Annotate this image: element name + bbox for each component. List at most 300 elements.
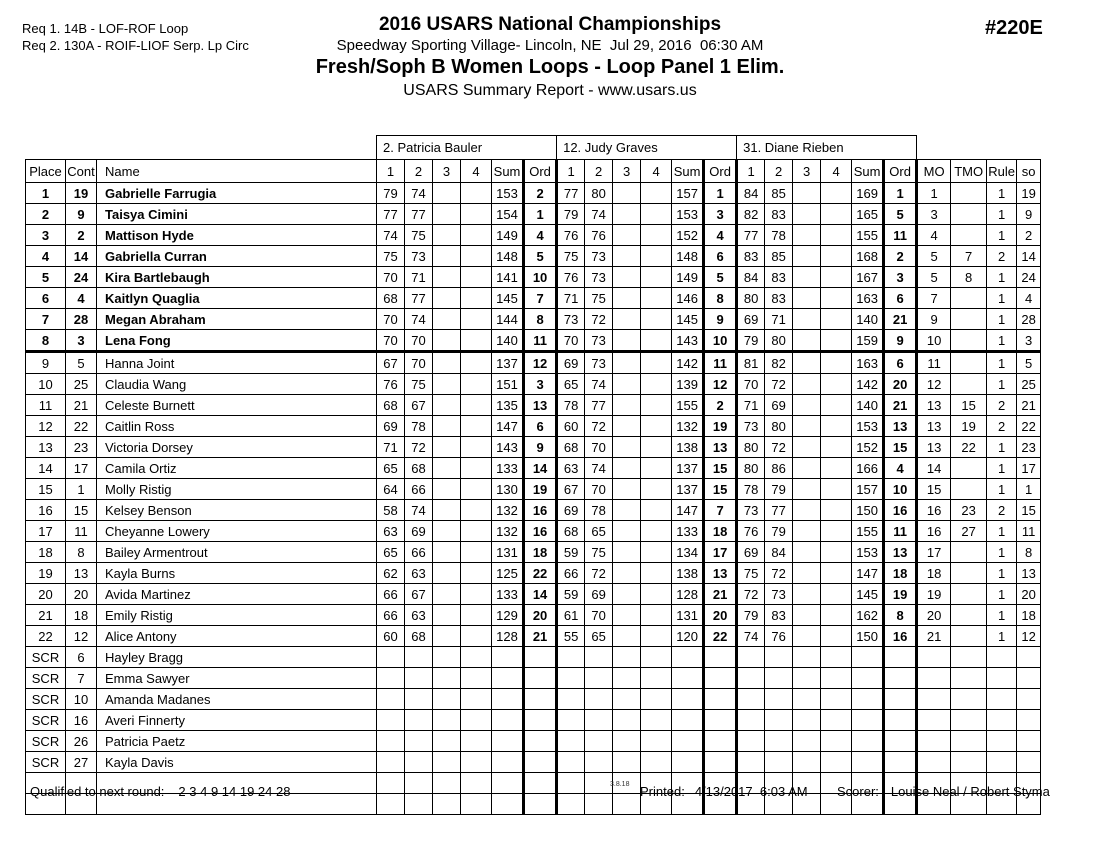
score-cell bbox=[821, 225, 852, 246]
rule-cell: 1 bbox=[987, 225, 1017, 246]
sum-cell bbox=[852, 647, 884, 668]
ord-cell bbox=[704, 668, 737, 689]
tmo-cell bbox=[951, 309, 987, 330]
score-cell bbox=[585, 731, 613, 752]
rule-cell: 1 bbox=[987, 204, 1017, 225]
score-cell: 60 bbox=[557, 416, 585, 437]
cont-cell: 4 bbox=[66, 288, 97, 309]
so-cell: 9 bbox=[1017, 204, 1041, 225]
tmo-cell bbox=[951, 288, 987, 309]
place-cell: 11 bbox=[26, 395, 66, 416]
sum-cell: 153 bbox=[852, 542, 884, 563]
title-block bbox=[0, 14, 1100, 100]
score-cell bbox=[557, 689, 585, 710]
cont-cell: 7 bbox=[66, 668, 97, 689]
mo-cell: 13 bbox=[917, 395, 951, 416]
rule-cell: 1 bbox=[987, 458, 1017, 479]
score-cell: 86 bbox=[765, 458, 793, 479]
mo-cell: 11 bbox=[917, 352, 951, 374]
sum-cell: 151 bbox=[492, 374, 524, 395]
score-cell bbox=[433, 605, 461, 626]
score-cell bbox=[793, 267, 821, 288]
rule-cell: 2 bbox=[987, 416, 1017, 437]
ord-cell: 22 bbox=[704, 626, 737, 647]
tmo-cell: 23 bbox=[951, 500, 987, 521]
score-cell: 73 bbox=[585, 267, 613, 288]
name-cell: Taisya Cimini bbox=[97, 204, 377, 225]
table-row bbox=[26, 542, 1041, 563]
table-row bbox=[26, 647, 1041, 668]
score-cell bbox=[433, 479, 461, 500]
ord-cell: 11 bbox=[524, 330, 557, 352]
score-cell bbox=[765, 710, 793, 731]
score-cell bbox=[641, 584, 672, 605]
tmo-cell: 19 bbox=[951, 416, 987, 437]
score-cell: 83 bbox=[737, 246, 765, 267]
score-cell bbox=[433, 689, 461, 710]
name-cell: Kelsey Benson bbox=[97, 500, 377, 521]
score-cell: 70 bbox=[377, 309, 405, 330]
sum-cell: 135 bbox=[492, 395, 524, 416]
score-cell: 73 bbox=[737, 416, 765, 437]
score-cell bbox=[613, 521, 641, 542]
score-cell: 74 bbox=[737, 626, 765, 647]
sum-cell: 155 bbox=[852, 521, 884, 542]
so-cell: 14 bbox=[1017, 246, 1041, 267]
rule-cell: 1 bbox=[987, 584, 1017, 605]
mo-cell: 17 bbox=[917, 542, 951, 563]
mo-cell: 19 bbox=[917, 584, 951, 605]
trial-4-header: 4 bbox=[641, 160, 672, 183]
score-cell bbox=[557, 710, 585, 731]
score-cell: 72 bbox=[585, 563, 613, 584]
place-header: Place bbox=[26, 160, 66, 183]
score-cell: 74 bbox=[377, 225, 405, 246]
score-cell bbox=[433, 374, 461, 395]
score-cell bbox=[765, 668, 793, 689]
score-cell bbox=[433, 330, 461, 352]
ord-cell: 10 bbox=[704, 330, 737, 352]
sum-cell: 140 bbox=[852, 309, 884, 330]
ord-cell bbox=[704, 647, 737, 668]
name-cell: Emma Sawyer bbox=[97, 668, 377, 689]
ord-cell: 20 bbox=[524, 605, 557, 626]
score-cell bbox=[585, 773, 613, 794]
ord-cell: 21 bbox=[884, 309, 917, 330]
name-cell: Averi Finnerty bbox=[97, 710, 377, 731]
score-cell bbox=[793, 288, 821, 309]
ord-cell: 2 bbox=[704, 395, 737, 416]
score-cell: 67 bbox=[377, 352, 405, 374]
so-cell: 24 bbox=[1017, 267, 1041, 288]
score-cell bbox=[641, 752, 672, 773]
score-cell bbox=[585, 647, 613, 668]
score-cell: 74 bbox=[585, 374, 613, 395]
name-cell: Claudia Wang bbox=[97, 374, 377, 395]
rule-cell bbox=[987, 689, 1017, 710]
score-cell bbox=[765, 752, 793, 773]
score-cell: 65 bbox=[585, 626, 613, 647]
score-cell: 70 bbox=[585, 437, 613, 458]
tmo-cell: 22 bbox=[951, 437, 987, 458]
name-cell: Victoria Dorsey bbox=[97, 437, 377, 458]
score-cell: 72 bbox=[405, 437, 433, 458]
mo-cell: 13 bbox=[917, 437, 951, 458]
ord-cell bbox=[704, 710, 737, 731]
score-cell bbox=[377, 647, 405, 668]
ord-cell: 11 bbox=[884, 225, 917, 246]
score-cell bbox=[461, 183, 492, 204]
rule-cell bbox=[987, 647, 1017, 668]
rule-cell: 1 bbox=[987, 542, 1017, 563]
place-cell: SCR bbox=[26, 668, 66, 689]
sum-cell: 157 bbox=[672, 183, 704, 204]
score-cell bbox=[793, 374, 821, 395]
mo-cell: 1 bbox=[917, 183, 951, 204]
score-cell: 77 bbox=[557, 183, 585, 204]
score-cell bbox=[461, 395, 492, 416]
score-cell: 63 bbox=[377, 521, 405, 542]
sum-cell bbox=[672, 752, 704, 773]
sum-cell: 166 bbox=[852, 458, 884, 479]
score-cell bbox=[557, 773, 585, 794]
score-cell bbox=[737, 731, 765, 752]
score-cell bbox=[613, 563, 641, 584]
score-cell: 72 bbox=[765, 563, 793, 584]
sum-cell: 145 bbox=[672, 309, 704, 330]
score-cell bbox=[461, 458, 492, 479]
ord-cell: 13 bbox=[884, 416, 917, 437]
score-cell: 70 bbox=[377, 330, 405, 352]
score-cell: 65 bbox=[377, 458, 405, 479]
rule-cell: 2 bbox=[987, 246, 1017, 267]
rule-header: Rule bbox=[987, 160, 1017, 183]
cont-cell: 20 bbox=[66, 584, 97, 605]
score-cell: 70 bbox=[377, 267, 405, 288]
score-cell bbox=[585, 710, 613, 731]
name-cell: Mattison Hyde bbox=[97, 225, 377, 246]
table-row bbox=[26, 689, 1041, 710]
ord-cell bbox=[524, 647, 557, 668]
score-cell: 68 bbox=[405, 458, 433, 479]
score-cell bbox=[765, 731, 793, 752]
name-cell: Megan Abraham bbox=[97, 309, 377, 330]
score-cell bbox=[461, 246, 492, 267]
place-cell: SCR bbox=[26, 731, 66, 752]
score-cell bbox=[585, 794, 613, 815]
score-cell bbox=[613, 416, 641, 437]
score-cell bbox=[793, 668, 821, 689]
so-cell: 12 bbox=[1017, 626, 1041, 647]
score-cell bbox=[613, 542, 641, 563]
ord-cell bbox=[884, 731, 917, 752]
score-cell bbox=[793, 710, 821, 731]
tmo-cell bbox=[951, 605, 987, 626]
name-cell: Camila Ortiz bbox=[97, 458, 377, 479]
sum-cell: 157 bbox=[852, 479, 884, 500]
score-cell bbox=[821, 267, 852, 288]
sum-cell: 147 bbox=[672, 500, 704, 521]
name-cell: Celeste Burnett bbox=[97, 395, 377, 416]
table-row bbox=[26, 626, 1041, 647]
requirement-line-2: Req 2. 130A - ROIF-LIOF Serp. Lp Circ bbox=[22, 38, 249, 53]
cont-cell: 10 bbox=[66, 689, 97, 710]
sum-cell: 152 bbox=[852, 437, 884, 458]
ord-cell: 7 bbox=[524, 288, 557, 309]
score-cell: 73 bbox=[405, 246, 433, 267]
ord-cell bbox=[884, 710, 917, 731]
score-cell: 65 bbox=[377, 542, 405, 563]
sum-cell: 147 bbox=[492, 416, 524, 437]
score-cell bbox=[377, 689, 405, 710]
score-cell: 72 bbox=[765, 374, 793, 395]
ord-cell: 6 bbox=[524, 416, 557, 437]
place-cell: 14 bbox=[26, 458, 66, 479]
sum-cell: 149 bbox=[672, 267, 704, 288]
sum-cell: 148 bbox=[492, 246, 524, 267]
score-cell: 74 bbox=[405, 183, 433, 204]
place-cell: SCR bbox=[26, 689, 66, 710]
ord-header: Ord bbox=[524, 160, 557, 183]
tmo-header: TMO bbox=[951, 160, 987, 183]
score-cell bbox=[613, 605, 641, 626]
tmo-cell: 27 bbox=[951, 521, 987, 542]
cont-cell: 16 bbox=[66, 710, 97, 731]
score-cell: 80 bbox=[737, 458, 765, 479]
score-cell bbox=[613, 183, 641, 204]
mo-cell: 21 bbox=[917, 626, 951, 647]
sum-cell bbox=[492, 731, 524, 752]
score-cell bbox=[821, 647, 852, 668]
score-cell bbox=[433, 521, 461, 542]
sum-cell: 162 bbox=[852, 605, 884, 626]
score-cell bbox=[461, 605, 492, 626]
table-row bbox=[26, 500, 1041, 521]
sum-cell bbox=[492, 668, 524, 689]
sum-cell: 147 bbox=[852, 563, 884, 584]
cont-cell: 6 bbox=[66, 647, 97, 668]
score-cell: 77 bbox=[405, 288, 433, 309]
sum-cell bbox=[492, 794, 524, 815]
score-cell: 82 bbox=[765, 352, 793, 374]
rule-cell: 1 bbox=[987, 437, 1017, 458]
sum-header: Sum bbox=[852, 160, 884, 183]
so-cell bbox=[1017, 647, 1041, 668]
ord-cell: 10 bbox=[524, 267, 557, 288]
ord-cell bbox=[524, 689, 557, 710]
score-cell bbox=[461, 647, 492, 668]
sum-cell: 165 bbox=[852, 204, 884, 225]
score-cell: 72 bbox=[585, 416, 613, 437]
score-cell bbox=[405, 731, 433, 752]
rule-cell: 1 bbox=[987, 330, 1017, 352]
sum-cell: 120 bbox=[672, 626, 704, 647]
table-row bbox=[26, 288, 1041, 309]
score-cell bbox=[821, 330, 852, 352]
score-cell bbox=[613, 479, 641, 500]
ord-cell bbox=[884, 647, 917, 668]
trial-1-header: 1 bbox=[557, 160, 585, 183]
so-cell: 23 bbox=[1017, 437, 1041, 458]
so-cell: 1 bbox=[1017, 479, 1041, 500]
score-cell: 77 bbox=[737, 225, 765, 246]
score-cell: 58 bbox=[377, 500, 405, 521]
score-cell: 69 bbox=[557, 500, 585, 521]
table-row bbox=[26, 605, 1041, 626]
score-cell: 60 bbox=[377, 626, 405, 647]
score-cell: 75 bbox=[405, 374, 433, 395]
score-cell: 83 bbox=[765, 267, 793, 288]
cont-cell: 12 bbox=[66, 626, 97, 647]
score-cell bbox=[613, 204, 641, 225]
sum-cell: 137 bbox=[672, 458, 704, 479]
place-cell: 8 bbox=[26, 330, 66, 352]
score-cell: 55 bbox=[557, 626, 585, 647]
score-cell bbox=[557, 731, 585, 752]
score-cell: 75 bbox=[557, 246, 585, 267]
score-cell: 76 bbox=[377, 374, 405, 395]
name-cell: Kayla Burns bbox=[97, 563, 377, 584]
cont-cell: 1 bbox=[66, 479, 97, 500]
ord-cell: 19 bbox=[884, 584, 917, 605]
ord-cell bbox=[704, 752, 737, 773]
rule-cell bbox=[987, 731, 1017, 752]
score-cell bbox=[433, 437, 461, 458]
judge-name-header-1: 2. Patricia Bauler bbox=[377, 136, 557, 160]
ord-cell: 14 bbox=[524, 584, 557, 605]
score-cell bbox=[641, 437, 672, 458]
score-cell: 81 bbox=[737, 352, 765, 374]
sum-cell bbox=[672, 710, 704, 731]
so-cell: 4 bbox=[1017, 288, 1041, 309]
score-cell bbox=[433, 352, 461, 374]
score-cell: 76 bbox=[765, 626, 793, 647]
rule-cell bbox=[987, 668, 1017, 689]
score-cell bbox=[433, 542, 461, 563]
venue-date-line: Speedway Sporting Village- Lincoln, NE Jul 29, 2016 06:30 AM bbox=[336, 37, 764, 54]
ord-cell: 8 bbox=[524, 309, 557, 330]
score-cell: 79 bbox=[765, 479, 793, 500]
score-cell: 66 bbox=[377, 605, 405, 626]
score-cell: 69 bbox=[377, 416, 405, 437]
results-table-body bbox=[26, 183, 1041, 815]
qualified-label: Qualified to next round: bbox=[30, 784, 165, 799]
sum-cell: 131 bbox=[672, 605, 704, 626]
score-cell bbox=[405, 668, 433, 689]
score-cell: 68 bbox=[405, 626, 433, 647]
score-cell bbox=[641, 521, 672, 542]
place-cell: 18 bbox=[26, 542, 66, 563]
place-cell: 10 bbox=[26, 374, 66, 395]
score-cell bbox=[461, 352, 492, 374]
ord-cell bbox=[704, 689, 737, 710]
score-cell bbox=[613, 794, 641, 815]
ord-cell: 17 bbox=[704, 542, 737, 563]
score-cell bbox=[641, 416, 672, 437]
trial-2-header: 2 bbox=[585, 160, 613, 183]
score-cell bbox=[613, 626, 641, 647]
ord-cell: 22 bbox=[524, 563, 557, 584]
judge-header-row bbox=[26, 136, 1041, 160]
cont-cell: 14 bbox=[66, 246, 97, 267]
cont-cell: 26 bbox=[66, 731, 97, 752]
score-cell bbox=[793, 731, 821, 752]
so-cell: 17 bbox=[1017, 458, 1041, 479]
rule-cell: 2 bbox=[987, 395, 1017, 416]
mo-cell bbox=[917, 710, 951, 731]
sum-cell bbox=[852, 668, 884, 689]
score-cell: 69 bbox=[585, 584, 613, 605]
score-cell: 68 bbox=[557, 521, 585, 542]
score-cell: 76 bbox=[557, 267, 585, 288]
score-cell bbox=[793, 225, 821, 246]
score-cell bbox=[461, 773, 492, 794]
sum-cell: 163 bbox=[852, 288, 884, 309]
score-cell bbox=[793, 416, 821, 437]
mo-cell: 5 bbox=[917, 267, 951, 288]
ord-cell: 15 bbox=[884, 437, 917, 458]
score-cell: 69 bbox=[405, 521, 433, 542]
table-row bbox=[26, 731, 1041, 752]
tmo-cell bbox=[951, 647, 987, 668]
name-cell: Gabriella Curran bbox=[97, 246, 377, 267]
score-cell bbox=[641, 309, 672, 330]
sum-cell bbox=[852, 710, 884, 731]
score-cell: 80 bbox=[765, 330, 793, 352]
so-cell: 28 bbox=[1017, 309, 1041, 330]
score-cell: 66 bbox=[405, 479, 433, 500]
score-cell bbox=[433, 183, 461, 204]
mo-cell: 16 bbox=[917, 521, 951, 542]
score-cell bbox=[613, 689, 641, 710]
score-cell bbox=[433, 752, 461, 773]
score-cell bbox=[641, 689, 672, 710]
score-cell: 79 bbox=[737, 330, 765, 352]
sum-cell: 159 bbox=[852, 330, 884, 352]
score-cell bbox=[793, 437, 821, 458]
score-cell: 80 bbox=[585, 183, 613, 204]
score-cell bbox=[461, 204, 492, 225]
score-cell bbox=[461, 710, 492, 731]
score-cell bbox=[641, 330, 672, 352]
score-cell bbox=[461, 689, 492, 710]
sum-cell: 125 bbox=[492, 563, 524, 584]
ord-cell bbox=[884, 752, 917, 773]
rule-cell: 1 bbox=[987, 267, 1017, 288]
ord-cell: 1 bbox=[884, 183, 917, 204]
sum-cell bbox=[852, 689, 884, 710]
score-cell: 71 bbox=[557, 288, 585, 309]
score-cell: 75 bbox=[737, 563, 765, 584]
ord-cell: 16 bbox=[884, 500, 917, 521]
ord-header: Ord bbox=[704, 160, 737, 183]
name-cell: Gabrielle Farrugia bbox=[97, 183, 377, 204]
score-cell: 70 bbox=[405, 352, 433, 374]
table-row bbox=[26, 204, 1041, 225]
tmo-cell: 7 bbox=[951, 246, 987, 267]
score-cell: 70 bbox=[557, 330, 585, 352]
rule-cell: 1 bbox=[987, 605, 1017, 626]
tmo-cell bbox=[951, 731, 987, 752]
score-cell bbox=[821, 458, 852, 479]
ord-cell: 2 bbox=[884, 246, 917, 267]
place-cell: 17 bbox=[26, 521, 66, 542]
mo-cell: 15 bbox=[917, 479, 951, 500]
cont-cell: 2 bbox=[66, 225, 97, 246]
score-cell bbox=[461, 330, 492, 352]
tmo-cell bbox=[951, 458, 987, 479]
score-cell: 82 bbox=[737, 204, 765, 225]
